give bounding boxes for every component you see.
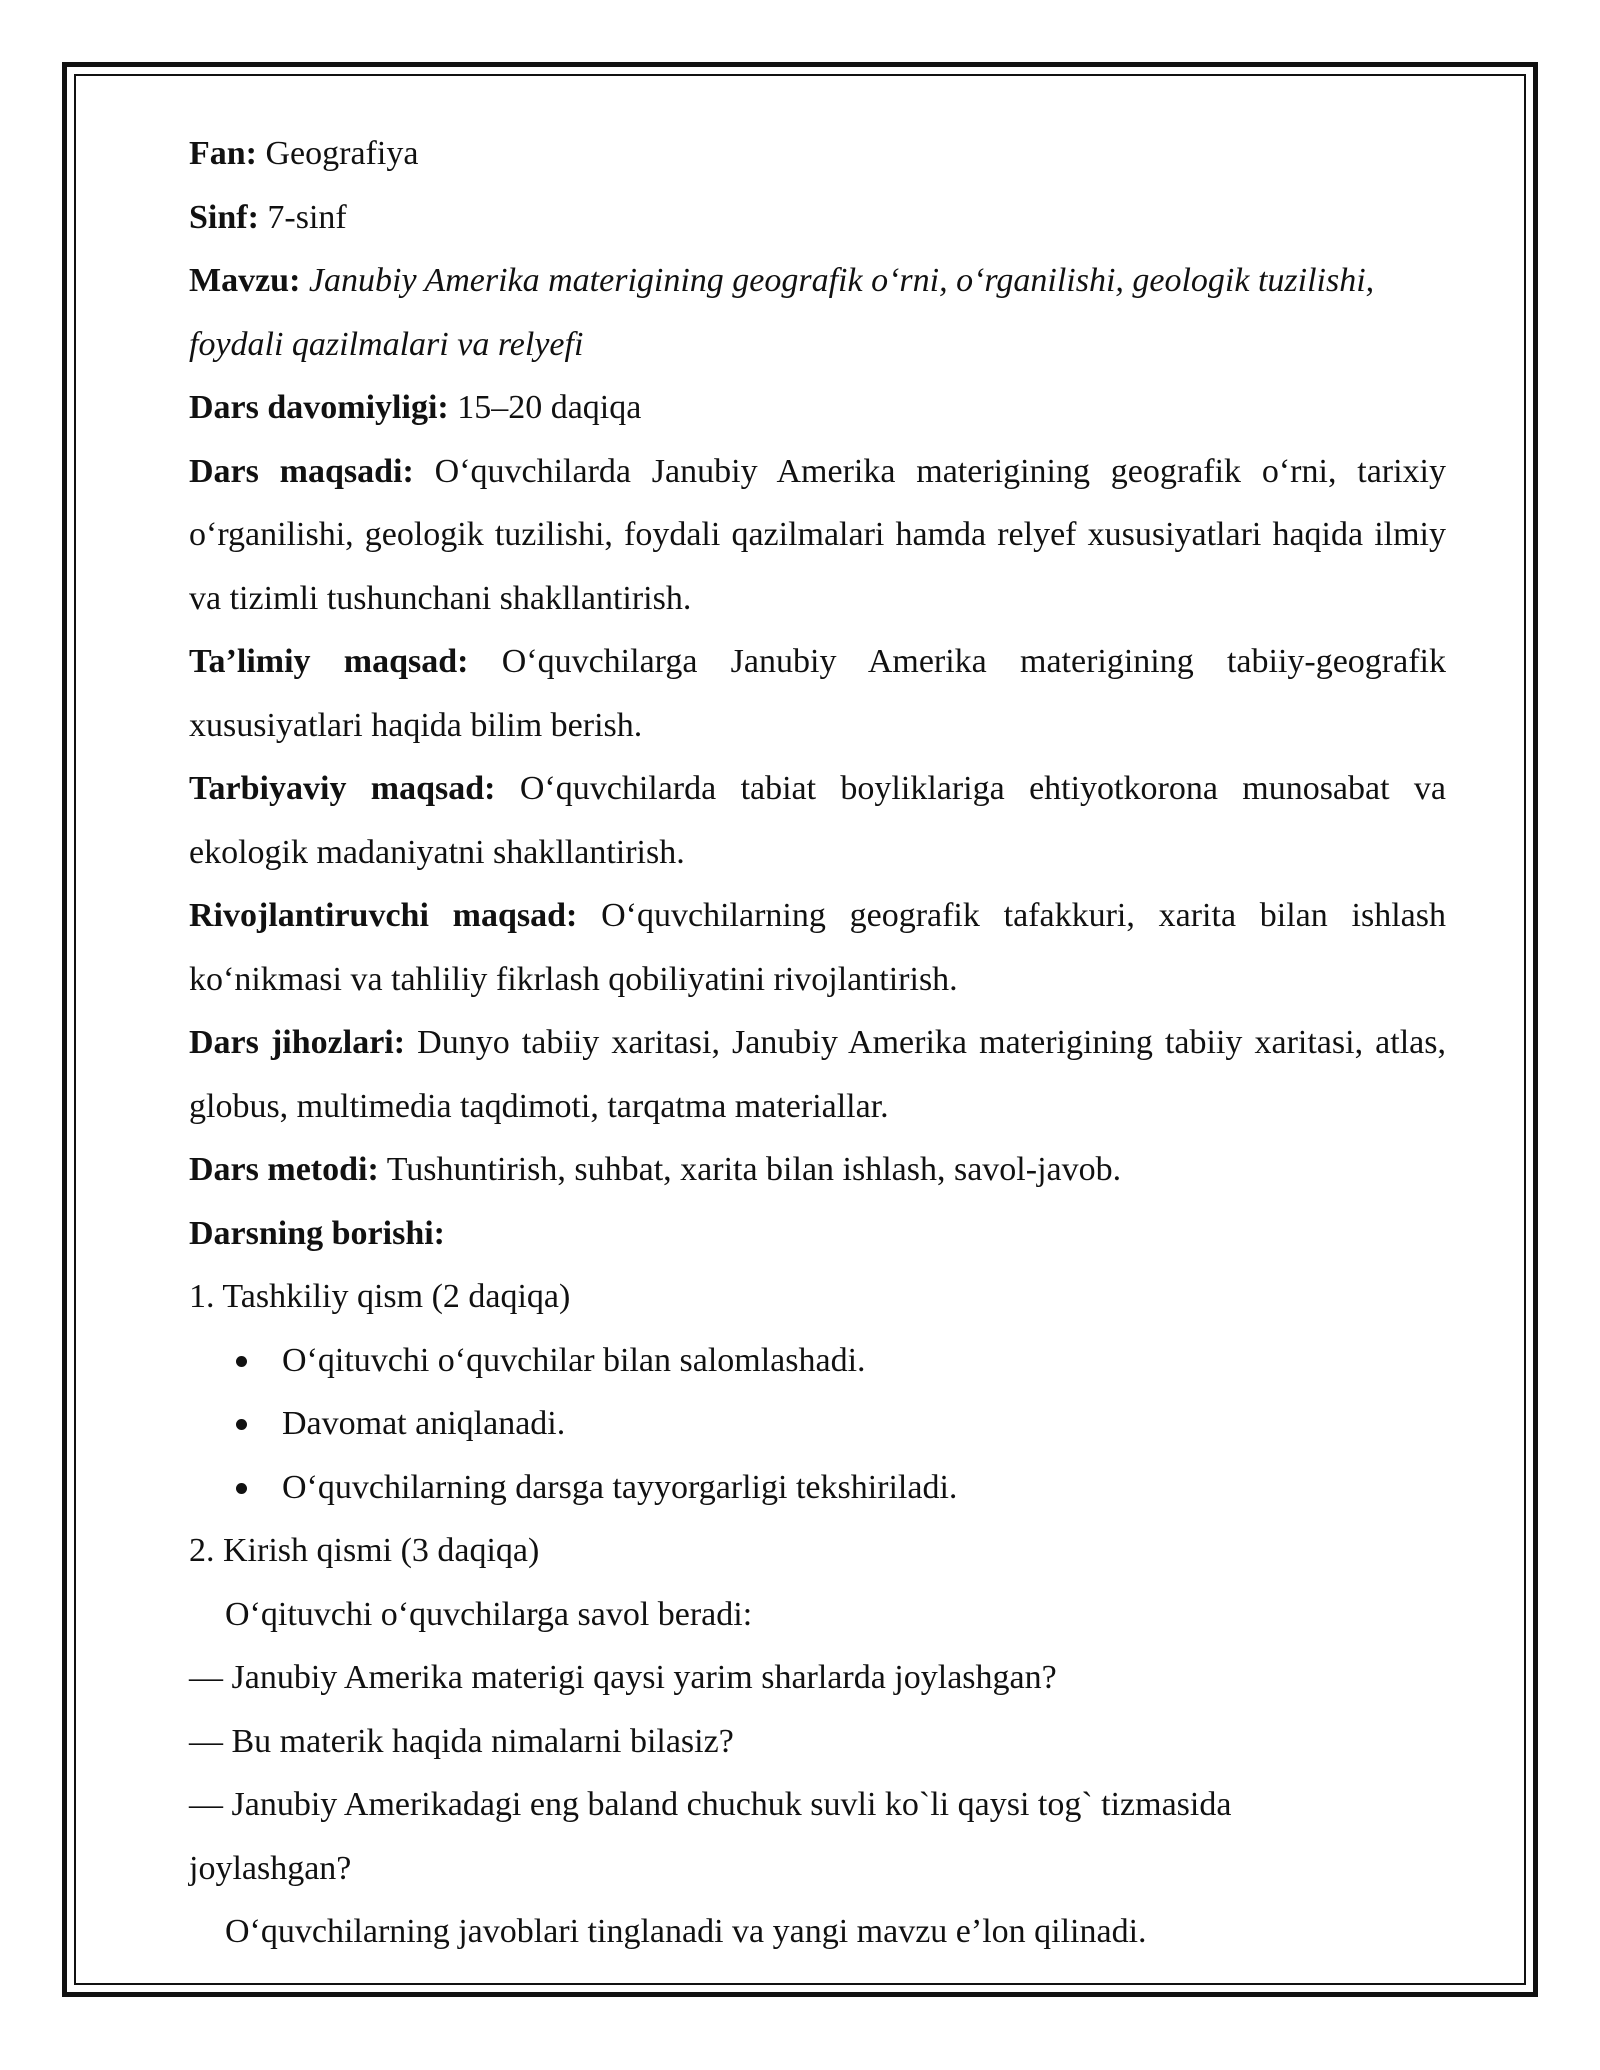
fan-label: Fan:: [189, 135, 257, 172]
part2-outro: O‘quvchilarning javoblari tinglanadi va yangi mavzu e’lon qilinadi.: [225, 1913, 1147, 1950]
fan-line: [189, 122, 1446, 186]
sinf-line: [189, 186, 1446, 250]
darsning-borishi-heading: Darsning borishi:: [189, 1214, 445, 1252]
part1-bullet-list: [189, 1329, 1446, 1520]
fan-value: Geografiya: [265, 135, 419, 172]
rivojlantiruvchi-maqsad-text: O‘quvchilarning geografik tafakkuri, xarita bilan ishlash ko‘nikmasi va tahliliy fikrlash qobiliyatini rivojlantirish.: [189, 897, 1446, 998]
list-item: [189, 1456, 1446, 1520]
list-item: [189, 1329, 1446, 1393]
dars-maqsadi-text: O‘quvchilarda Janubiy Amerika materigining geografik o‘rni, tarixiy o‘rganilishi, geologik tuzilishi, foydali qazilmalari hamda relyef xususiyatlari haqida ilmiy va tizimli tushunchani shakllantirish.: [189, 452, 1447, 617]
bullet-icon: [236, 1356, 247, 1367]
list-item-text: O‘qituvchi o‘quvchilar bilan salomlashadi.: [282, 1341, 866, 1379]
tarbiyaviy-maqsad: [189, 757, 1446, 884]
talimiy-maqsad-text: O‘quvchilarga Janubiy Amerika materigining tabiiy-geografik xususiyatlari haqida bilim berish.: [189, 643, 1446, 744]
sinf-label: Sinf:: [189, 198, 259, 236]
list-item-text: O‘quvchilarning darsga tayyorgarligi tekshiriladi.: [282, 1468, 958, 1506]
list-item-text: Davomat aniqlanadi.: [282, 1405, 566, 1442]
part2-title: 2. Kirish qismi (3 daqiqa): [189, 1532, 540, 1569]
davomiylik-line: [189, 376, 1446, 440]
dars-maqsadi: [189, 440, 1446, 631]
list-item: [189, 1392, 1446, 1456]
question-2: — Bu materik haqida nimalarni bilasiz?: [189, 1722, 734, 1760]
dars-jihozlari: [189, 1011, 1446, 1138]
question-3: — Janubiy Amerikadagi eng baland chuchuk suvli ko`li qaysi tog` tizmasida joylashgan?: [189, 1786, 1232, 1887]
lesson-plan: [189, 122, 1446, 1964]
rivojlantiruvchi-maqsad: [189, 884, 1446, 1011]
rivojlantiruvchi-maqsad-label: Rivojlantiruvchi maqsad:: [189, 897, 578, 934]
dars-maqsadi-label: Dars maqsadi:: [189, 452, 414, 490]
tarbiyaviy-maqsad-label: Tarbiyaviy maqsad:: [189, 770, 496, 807]
mavzu-line: [189, 249, 1446, 376]
part2-intro: O‘qituvchi o‘quvchilarga savol beradi:: [225, 1595, 753, 1633]
davomiylik-value: 15–20 daqiqa: [457, 389, 642, 426]
talimiy-maqsad: [189, 630, 1446, 757]
part1-title: 1. Tashkiliy qism (2 daqiqa): [189, 1278, 571, 1315]
tarbiyaviy-maqsad-text: O‘quvchilarda tabiat boyliklariga ehtiyotkorona munosabat va ekologik madaniyatni shakllantirish.: [189, 770, 1447, 871]
dars-metodi: [189, 1138, 1446, 1202]
sinf-value: 7-sinf: [267, 198, 347, 236]
dars-metodi-text: Tushuntirish, suhbat, xarita bilan ishlash, savol-javob.: [386, 1151, 1122, 1188]
talimiy-maqsad-label: Ta’limiy maqsad:: [189, 643, 469, 680]
mavzu-label: Mavzu:: [189, 262, 301, 299]
bullet-icon: [236, 1483, 247, 1494]
dars-jihozlari-text: Dunyo tabiiy xaritasi, Janubiy Amerika materigining tabiiy xaritasi, atlas, globus, multimedia taqdimoti, tarqatma materiallar.: [189, 1024, 1446, 1125]
mavzu-value: Janubiy Amerika materigining geografik o‘rni, o‘rganilishi, geologik tuzilishi, foydali qazilmalari va relyefi: [189, 262, 1375, 363]
dars-metodi-label: Dars metodi:: [189, 1151, 379, 1188]
dars-jihozlari-label: Dars jihozlari:: [189, 1024, 406, 1061]
question-1: — Janubiy Amerika materigi qaysi yarim sharlarda joylashgan?: [189, 1659, 1057, 1696]
davomiylik-label: Dars davomiyligi:: [189, 389, 449, 426]
bullet-icon: [236, 1419, 247, 1430]
